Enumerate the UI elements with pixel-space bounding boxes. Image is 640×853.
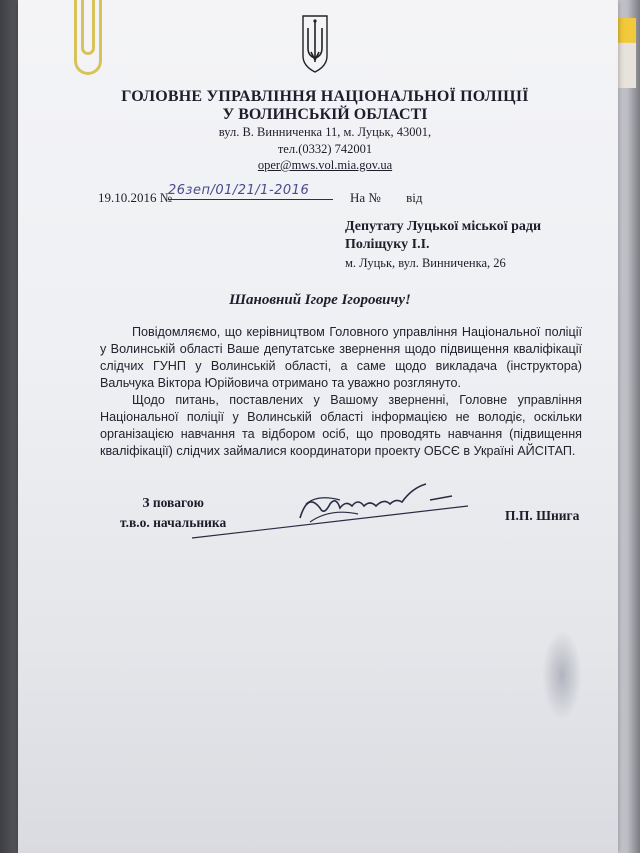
handwritten-signature (190, 478, 470, 540)
organization-region: У ВОЛИНСЬКІЙ ОБЛАСТІ (222, 106, 428, 123)
addressee-name: Поліщуку І.І. (345, 237, 430, 252)
signer-name: П.П. Шнига (505, 508, 580, 523)
paperclip-icon (74, 0, 102, 75)
organization-address: вул. В. Винниченка 11, м. Луцьк, 43001, (218, 125, 432, 139)
body-paragraph: Щодо питань, поставлених у Вашому зверненні, Головне управління Національної поліції у Волинській області інформацією не володіє, оскільки організацією навчання та відбором осіб, що проводять навчання (підвищення кваліфікації) слідчих займалися координатори проекту ОБСЄ в Україні АЙСІТАП. (100, 393, 582, 458)
letter-body (100, 324, 582, 460)
trident-emblem-icon (300, 12, 330, 74)
incoming-date-label: від (406, 190, 423, 205)
salutation: Шановний Ігоре Ігоровичу! (229, 292, 411, 308)
addressee-block (345, 218, 541, 271)
letter-date: 19.10.2016 № (98, 190, 173, 205)
body-paragraph: Повідомляємо, що керівництвом Головного управління Національної поліції у Волинській області Ваше депутатське звернення щодо підвищення кваліфікації слідчих ГУНП у Волинській області, а саме щодо викладача (інструктора) Вальчука Віктора Юрійовича отримано та уважно розглянуто. (100, 325, 582, 390)
letterhead (120, 88, 530, 173)
addressee-title: Депутату Луцької міської ради (345, 219, 542, 234)
organization-phone: тел.(0332) 742001 (277, 142, 373, 156)
incoming-number-label: На № (350, 190, 381, 205)
signer-position: т.в.о. начальника (120, 515, 227, 530)
registration-number-handwritten: 26зеп/01/21/1-2016 (168, 183, 333, 200)
closing-regards: З повагою (142, 495, 204, 510)
addressee-address: м. Луцьк, вул. Винниченка, 26 (345, 256, 506, 270)
incoming-reference (350, 190, 444, 206)
ink-smudge (542, 630, 582, 720)
organization-email: oper@mws.vol.mia.gov.ua (257, 158, 393, 172)
organization-name: ГОЛОВНЕ УПРАВЛІННЯ НАЦІОНАЛЬНОЇ ПОЛІЦІЇ (121, 88, 529, 105)
